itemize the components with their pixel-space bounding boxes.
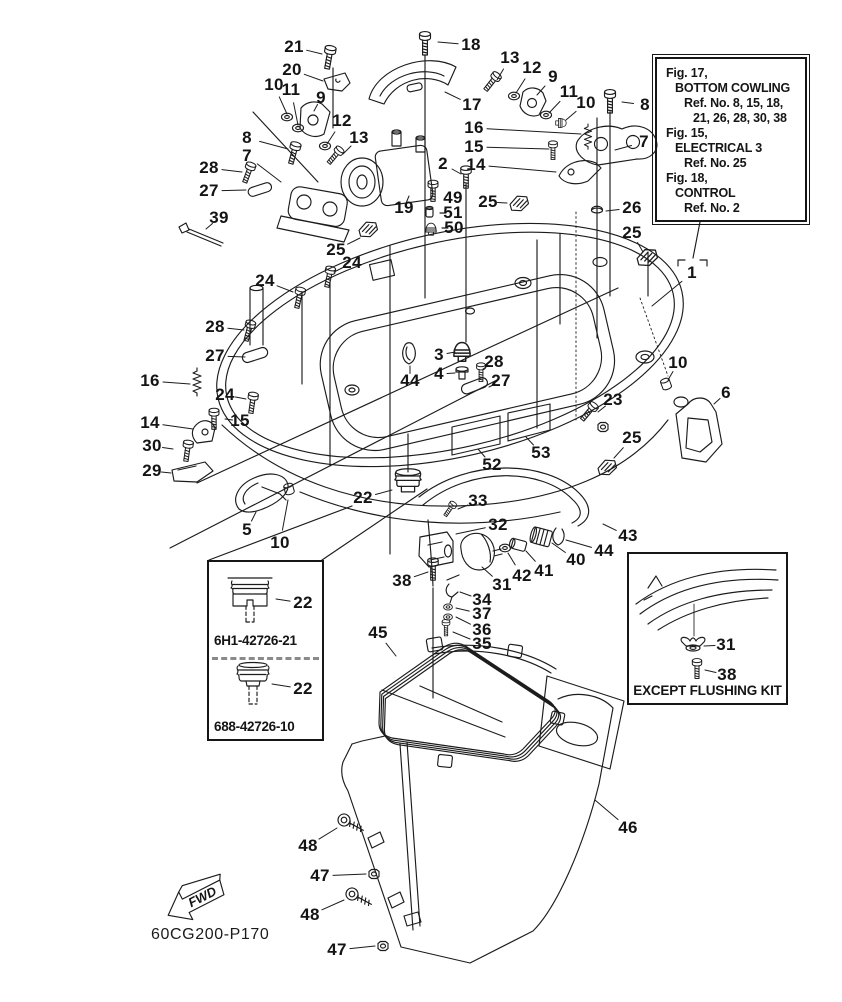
- part-number-top: 6H1-42726-21: [214, 633, 297, 648]
- leader-line: [407, 196, 410, 202]
- leader-line: [622, 102, 634, 104]
- bracket-9-icon: [300, 102, 330, 137]
- callout-4: 4: [434, 364, 444, 383]
- callout-24: 24: [342, 253, 362, 272]
- leader-line: [489, 384, 495, 387]
- leader-line: [314, 105, 318, 112]
- bolt-13-icon: [482, 70, 503, 93]
- leader-line: [206, 224, 213, 230]
- spring-16-icon: [584, 124, 591, 149]
- spring-16-icon: [193, 368, 201, 396]
- leader-line: [453, 632, 470, 639]
- bolt-18-icon: [420, 32, 431, 55]
- leader-line: [668, 372, 673, 381]
- leader-line: [279, 97, 287, 114]
- leader-line: [163, 425, 193, 429]
- left-lower-hardware: [172, 319, 295, 512]
- callout-15: 15: [230, 411, 250, 430]
- callout-7: 7: [242, 146, 252, 165]
- callout-33: 33: [468, 491, 488, 510]
- leader-line: [487, 147, 549, 149]
- callout-48: 48: [300, 905, 320, 924]
- callout-10: 10: [270, 533, 290, 552]
- callout-5: 5: [242, 520, 252, 539]
- grommet-3-icon: [454, 343, 470, 362]
- leader-line: [343, 146, 351, 154]
- leader-line: [508, 553, 515, 565]
- leader-line: [487, 129, 581, 134]
- callout-40: 40: [566, 550, 586, 569]
- callout-21: 21: [284, 37, 304, 56]
- leader-line: [638, 243, 644, 253]
- hose-43-icon: [419, 468, 589, 526]
- seal-45: [379, 643, 561, 761]
- clamp-44-icon: [553, 528, 564, 545]
- leader-line: [304, 74, 323, 81]
- callout-25: 25: [622, 223, 642, 242]
- connector-40-icon: [529, 526, 553, 547]
- leader-line: [566, 540, 592, 547]
- detail-box-divider: [212, 657, 319, 660]
- nut-23-icon: [598, 423, 608, 432]
- leader-line: [456, 617, 470, 624]
- bolt-30-icon: [181, 440, 194, 462]
- fitting-41-icon: [509, 538, 528, 552]
- latch-7-icon: [576, 126, 657, 165]
- callout-44: 44: [594, 541, 614, 560]
- callout-16: 16: [140, 371, 160, 390]
- part-detail-box: [207, 560, 324, 741]
- pin-27-icon: [241, 346, 269, 364]
- lever-5-icon: [236, 474, 288, 512]
- except-flushing-kit-box: [627, 552, 788, 705]
- callout-23: 23: [603, 390, 623, 409]
- callout-12: 12: [522, 58, 542, 77]
- leader-line: [350, 946, 375, 949]
- callout-8: 8: [242, 128, 252, 147]
- callout-28: 28: [205, 317, 225, 336]
- hook-assembly-19: [341, 130, 448, 235]
- leader-line: [456, 528, 485, 534]
- leader-line: [447, 373, 455, 374]
- leader-line: [236, 397, 247, 399]
- bushing-10-icon: [556, 118, 567, 127]
- leader-line: [228, 328, 244, 330]
- callout-14: 14: [466, 155, 486, 174]
- callout-43: 43: [618, 526, 638, 545]
- callout-10: 10: [264, 75, 284, 94]
- leader-line: [595, 800, 618, 820]
- bracket-20-icon: [324, 73, 350, 91]
- ref-line: CONTROL: [675, 186, 736, 200]
- nut-47-icon: [369, 870, 379, 879]
- callout-50: 50: [444, 218, 464, 237]
- bolt-35-icon: [442, 620, 450, 636]
- pin-27-icon: [247, 182, 273, 198]
- leader-line: [386, 643, 396, 656]
- bolt-28-icon: [240, 161, 257, 184]
- callout-24: 24: [215, 385, 235, 404]
- leader-line: [327, 132, 335, 144]
- bolt-21-icon: [322, 45, 337, 70]
- clip-34-icon: [446, 575, 459, 603]
- leader-line: [438, 42, 458, 44]
- callout-47: 47: [327, 940, 347, 959]
- leader-line: [498, 203, 508, 204]
- leader-line: [652, 281, 682, 306]
- hook-44-icon: [403, 343, 416, 364]
- callout-19: 19: [394, 198, 414, 217]
- washer-12-icon: [320, 142, 331, 150]
- bolt-33-icon: [442, 500, 458, 518]
- bushing-4-icon: [456, 367, 468, 379]
- callout-16: 16: [464, 118, 484, 137]
- leader-line: [257, 164, 281, 182]
- callout-47: 47: [310, 866, 330, 885]
- leader-line: [333, 874, 366, 875]
- callout-44: 44: [400, 371, 420, 390]
- reference-box: [655, 57, 807, 222]
- callout-24: 24: [255, 271, 275, 290]
- leader-line: [163, 448, 174, 450]
- callout-49: 49: [443, 188, 463, 207]
- callout-39: 39: [209, 208, 229, 227]
- washer-12-icon: [509, 92, 520, 100]
- leader-line: [294, 103, 299, 125]
- leader-lines: [162, 42, 721, 949]
- clamp-6-icon: [676, 398, 722, 462]
- leader-line: [460, 592, 471, 596]
- mount-25-icon: [508, 194, 529, 213]
- callout-28: 28: [199, 158, 219, 177]
- bottom-cowl-46: [336, 637, 624, 963]
- mount-25-icon: [357, 220, 378, 239]
- callout-11: 11: [559, 82, 579, 101]
- ref-line: Fig. 18,: [666, 171, 708, 185]
- callout-12: 12: [332, 111, 352, 130]
- pin-39-icon: [179, 223, 223, 246]
- leader-line: [322, 900, 344, 910]
- flushing-box-title: EXCEPT FLUSHING KIT: [633, 683, 782, 698]
- callout-3: 3: [434, 345, 444, 364]
- leader-line: [452, 169, 461, 174]
- callout-34: 34: [472, 590, 492, 609]
- callout-18: 18: [461, 35, 481, 54]
- bolt-8-icon: [605, 90, 616, 113]
- callout-38: 38: [392, 571, 412, 590]
- ref-line: ELECTRICAL 3: [675, 141, 762, 155]
- callout-42: 42: [512, 566, 532, 585]
- leader-line: [549, 101, 560, 113]
- washer-37-icon: [444, 604, 453, 610]
- callout-6: 6: [721, 383, 731, 402]
- callout-37: 37: [472, 604, 492, 623]
- ref-line: 21, 26, 28, 30, 38: [693, 111, 787, 125]
- callout-29: 29: [142, 461, 162, 480]
- callout-27: 27: [491, 371, 511, 390]
- leader-line: [277, 286, 293, 292]
- latch-7-icon: [287, 185, 349, 227]
- handle-17-icon: [369, 61, 456, 104]
- ref-line: Ref. No. 25: [684, 156, 747, 170]
- callout-30: 30: [142, 436, 162, 455]
- callout-11: 11: [281, 80, 301, 99]
- drain-assembly: [395, 468, 589, 636]
- leader-line: [162, 472, 172, 473]
- callout-31: 31: [492, 575, 512, 594]
- callout-10: 10: [576, 93, 596, 112]
- drawing-code: 60CG200-P170: [151, 926, 270, 943]
- leader-line: [222, 190, 246, 191]
- callout-25: 25: [326, 240, 346, 259]
- callout-28: 28: [484, 352, 504, 371]
- bolt-13-icon: [325, 145, 345, 166]
- screw-48-icon: [344, 886, 374, 910]
- leader-line: [526, 551, 535, 561]
- callout-15: 15: [464, 137, 484, 156]
- callout-52: 52: [482, 455, 502, 474]
- leader-line: [319, 828, 337, 839]
- callout-27: 27: [199, 181, 219, 200]
- label-plate-53: [508, 404, 550, 441]
- callout-32: 32: [488, 515, 508, 534]
- washer-36-icon: [444, 614, 453, 620]
- callout-10: 10: [668, 353, 688, 372]
- callout-9: 9: [316, 88, 326, 107]
- ref-line: BOTTOM COWLING: [675, 81, 791, 95]
- bushing-10-icon: [660, 377, 672, 391]
- callout-8: 8: [640, 95, 650, 114]
- leader-line: [445, 92, 460, 99]
- callout-46: 46: [618, 818, 638, 837]
- bolt-49-icon: [428, 180, 438, 201]
- leader-line: [606, 210, 619, 212]
- leader-line: [714, 399, 720, 405]
- callout-31: 31: [716, 635, 736, 654]
- ref-line: Ref. No. 2: [684, 201, 740, 215]
- ref-line: Ref. No. 8, 15, 18,: [684, 96, 784, 110]
- bolt-15-icon: [549, 141, 558, 160]
- callout-17: 17: [462, 95, 482, 114]
- leader-line: [228, 356, 245, 357]
- part-number-bottom: 688-42726-10: [214, 719, 295, 734]
- cover-31-icon: [461, 533, 502, 570]
- fwd-label: FWD: [185, 883, 219, 911]
- callout-22: 22: [293, 593, 313, 612]
- callout-13: 13: [349, 128, 369, 147]
- callout-48: 48: [298, 836, 318, 855]
- callout-53: 53: [531, 443, 551, 462]
- callout-14: 14: [140, 413, 160, 432]
- callout-22: 22: [293, 679, 313, 698]
- callout-22: 22: [353, 488, 373, 507]
- leader-line: [252, 512, 257, 521]
- leader-line: [456, 608, 469, 611]
- callout-51: 51: [443, 203, 463, 222]
- callout-1: 1: [687, 263, 697, 282]
- callout-41: 41: [534, 561, 554, 580]
- leader-line: [614, 448, 623, 458]
- callout-45: 45: [368, 623, 388, 642]
- callout-7: 7: [639, 132, 649, 151]
- leader-line: [414, 572, 428, 577]
- callout-25: 25: [622, 428, 642, 447]
- callout-25: 25: [478, 192, 498, 211]
- bolt-24-icon: [246, 392, 259, 414]
- leader-line: [282, 500, 288, 530]
- leader-line: [225, 419, 233, 420]
- callout-38: 38: [717, 665, 737, 684]
- callout-13: 13: [500, 48, 520, 67]
- pan-hardware: [292, 194, 722, 477]
- leader-line: [348, 238, 360, 244]
- ref-line: Fig. 15,: [666, 126, 708, 140]
- leader-line: [566, 111, 576, 120]
- leader-line: [222, 170, 242, 172]
- callout-20: 20: [282, 60, 302, 79]
- callout-36: 36: [472, 620, 492, 639]
- callout-26: 26: [622, 198, 642, 217]
- nut-47-icon: [378, 942, 388, 951]
- callout-27: 27: [205, 346, 225, 365]
- callout-35: 35: [472, 634, 492, 653]
- top-hardware: [322, 32, 657, 189]
- leader-line: [489, 166, 556, 172]
- leader-line: [163, 382, 190, 384]
- ref-line: Fig. 17,: [666, 66, 708, 80]
- ref-box-pointer: [678, 222, 707, 266]
- fwd-arrow: [159, 868, 233, 929]
- callout-2: 2: [438, 154, 448, 173]
- callout-9: 9: [548, 67, 558, 86]
- leader-line: [307, 50, 322, 54]
- leader-line: [603, 524, 616, 530]
